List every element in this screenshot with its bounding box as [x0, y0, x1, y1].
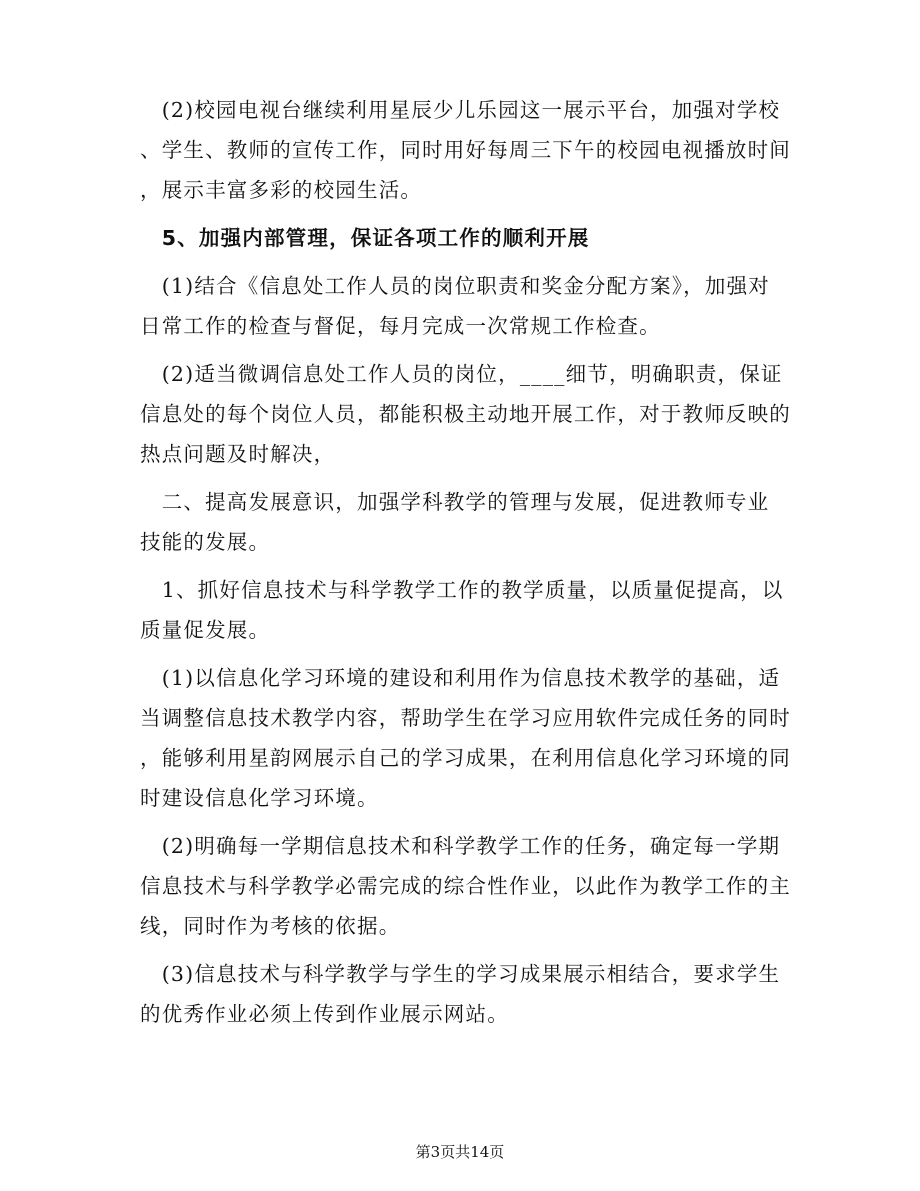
text-line: ，能够利用星韵网展示自己的学习成果，在利用信息化学习环境的同	[140, 746, 791, 770]
text-line: 质量促发展。	[140, 618, 271, 642]
paragraph	[140, 362, 791, 466]
text-line: (2)明确每一学期信息技术和科学教学工作的任务，确定每一学期	[140, 834, 781, 858]
text-line: 热点问题及时解决，	[140, 442, 336, 466]
paragraph	[140, 962, 780, 1026]
paragraph	[140, 98, 791, 202]
text-line: (1)结合《信息处工作人员的岗位职责和奖金分配方案》，加强对	[140, 274, 770, 298]
text-line: 信息处的每个岗位人员，都能积极主动地开展工作，对于教师反映的	[140, 402, 791, 426]
paragraph	[140, 490, 780, 554]
paragraph	[140, 666, 791, 810]
text-line: (1)以信息化学习环境的建设和利用作为信息技术教学的基础，适	[140, 666, 781, 690]
text-line: 技能的发展。	[140, 530, 271, 554]
text-line: 1、抓好信息技术与科学教学工作的教学质量，以质量促提高，以	[140, 578, 784, 602]
text-line: ，展示丰富多彩的校园生活。	[140, 178, 423, 202]
text-line: (2)适当微调信息处工作人员的岗位，____细节，明确职责，保证	[140, 362, 783, 386]
heading-text: 5、加强内部管理，保证各项工作的顺利开展	[140, 226, 590, 250]
text-line: 当调整信息技术教学内容，帮助学生在学习应用软件完成任务的同时	[140, 706, 791, 730]
text-line: 二、提高发展意识，加强学科教学的管理与发展，促进教师专业	[140, 490, 770, 514]
document-body	[140, 98, 791, 1050]
paragraph	[140, 834, 791, 938]
text-line: (3)信息技术与科学教学与学生的学习成果展示相结合，要求学生	[140, 962, 781, 986]
text-line: 的优秀作业必须上传到作业展示网站。	[140, 1002, 509, 1026]
paragraph	[140, 274, 780, 338]
text-line: 信息技术与科学教学必需完成的综合性作业，以此作为教学工作的主	[140, 874, 791, 898]
section-heading	[140, 226, 780, 250]
page-number: 第3页共14页	[415, 1143, 505, 1161]
text-line: 时建设信息化学习环境。	[140, 786, 379, 810]
paragraph	[140, 578, 784, 642]
text-line: (2)校园电视台继续利用星辰少儿乐园这一展示平台，加强对学校	[140, 98, 781, 122]
text-line: 线，同时作为考核的依据。	[140, 914, 401, 938]
text-line: 、学生、教师的宣传工作，同时用好每周三下午的校园电视播放时间	[140, 138, 791, 162]
text-line: 日常工作的检查与督促，每月完成一次常规工作检查。	[140, 314, 661, 338]
